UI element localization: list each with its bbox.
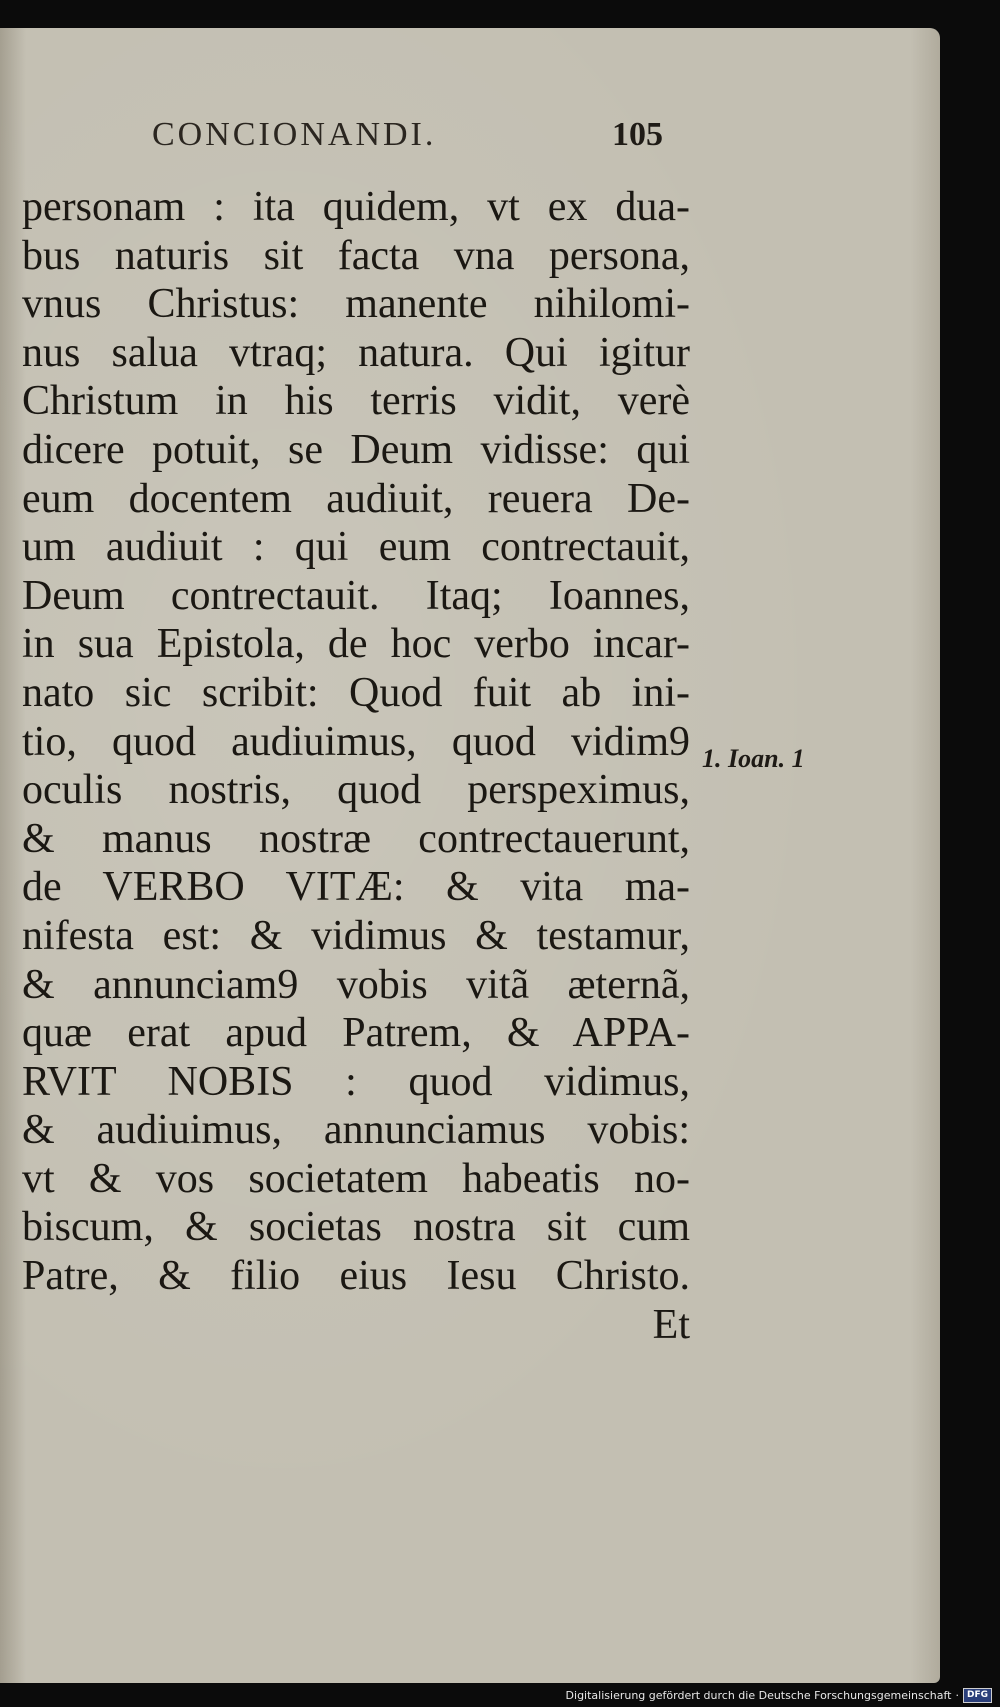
- running-head: CONCIONANDI.: [152, 116, 437, 153]
- text-line: um audiuit : qui eum contrectauit,: [22, 524, 690, 571]
- text-line: RVIT NOBIS : quod vidimus,: [22, 1058, 690, 1105]
- catchword: Et: [652, 1301, 690, 1348]
- text-line: Patre, & filio eius Iesu Christo.: [22, 1253, 690, 1300]
- text-line: biscum, & societas nostra sit cum: [22, 1204, 690, 1251]
- text-line: & audiuimus, annunciamus vobis:: [22, 1107, 690, 1154]
- footer-credit: Digitalisierung gefördert durch die Deutsche Forschungsgemeinschaft · DFG: [566, 1687, 992, 1703]
- page-number: 105: [612, 116, 663, 153]
- text-line: vnus Christus: manente nihilomi-: [22, 281, 690, 328]
- dfg-logo-icon: DFG: [963, 1688, 992, 1703]
- text-line: Christum in his terris vidit, verè: [22, 378, 690, 425]
- text-line: eum docentem audiuit, reuera De-: [22, 475, 690, 522]
- credit-text: Digitalisierung gefördert durch die Deutsche Forschungsgemeinschaft: [565, 1688, 952, 1702]
- text-line: de VERBO VITÆ: & vita ma-: [22, 864, 690, 911]
- text-line: dicere potuit, se Deum vidisse: qui: [22, 426, 690, 473]
- text-line: oculis nostris, quod perspeximus,: [22, 767, 690, 814]
- text-line: tio, quod audiuimus, quod vidim9: [22, 718, 690, 765]
- text-line: & manus nostræ contrectauerunt,: [22, 815, 690, 862]
- text-line: vt & vos societatem habeatis no-: [22, 1155, 690, 1202]
- book-page: [0, 28, 940, 1683]
- body-text: [22, 183, 690, 1349]
- text-line: & annunciam9 vobis vitã æternã,: [22, 961, 690, 1008]
- text-line: nus salua vtraq; natura. Qui igitur: [22, 329, 690, 376]
- text-line: in sua Epistola, de hoc verbo incar-: [22, 621, 690, 668]
- text-line: Deum contrectauit. Itaq; Ioannes,: [22, 572, 690, 619]
- text-line: nifesta est: & vidimus & testamur,: [22, 912, 690, 959]
- text-line: personam : ita quidem, vt ex dua-: [22, 184, 690, 230]
- text-line: bus naturis sit facta vna persona,: [22, 232, 690, 279]
- margin-note: 1. Ioan. 1: [702, 744, 805, 773]
- text-line: quæ erat apud Patrem, & APPA-: [22, 1010, 690, 1057]
- text-line: nato sic scribit: Quod fuit ab ini-: [22, 669, 690, 716]
